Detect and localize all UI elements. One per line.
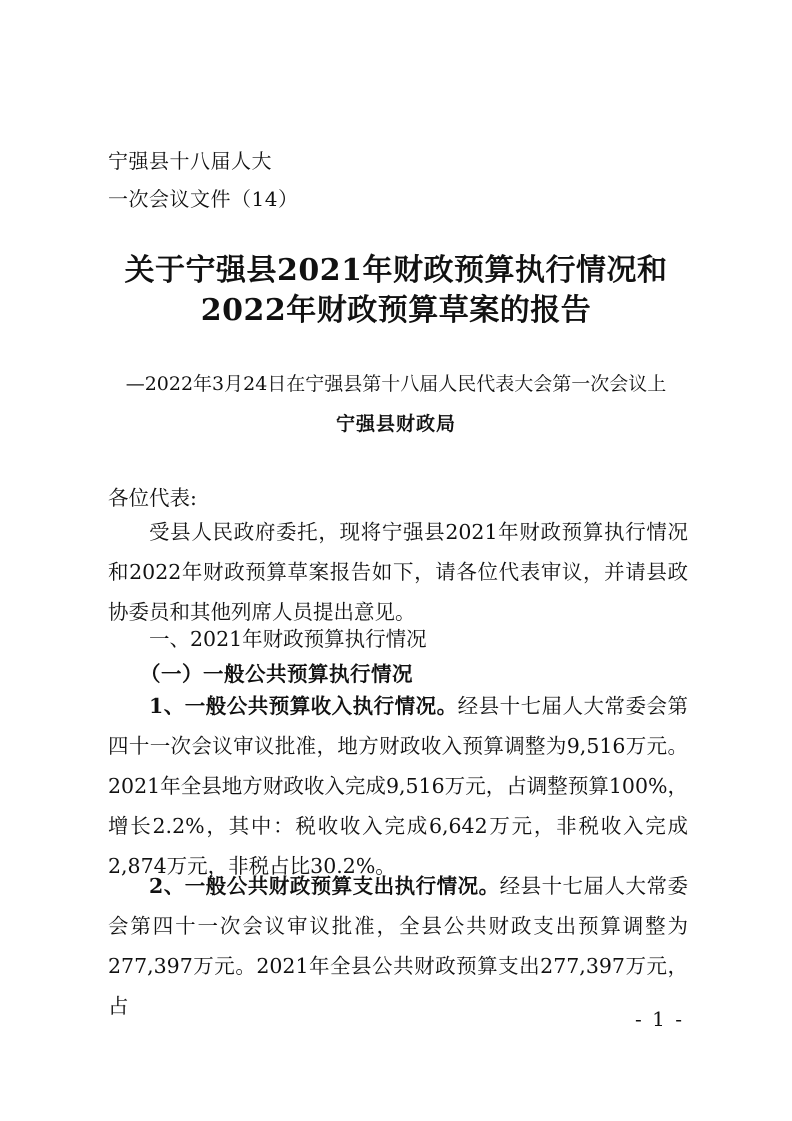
revenue-paragraph-text: 经县十七届人大常委会第四十一次会议审议批准，地方财政收入预算调整为9,516万元。2021年全县地方财政收入完成9,516万元，占调整预算100%，增长2.2%，其中：税收收入完成6,642万元，非税收入完成2,874万元，非税占比30.2%。 [108,694,689,878]
issuing-department: 宁强县财政局 [335,413,456,435]
page-number: - 1 - [635,1007,684,1031]
section-heading: 一、2021年财政预算执行情况 [149,627,427,651]
intro-paragraph: 受县人民政府委托，现将宁强县2021年财政预算执行情况和2022年财政预算草案报告如下，请各位代表审议，并请县政协委员和其他列席人员提出意见。 [108,520,688,624]
expenditure-paragraph-text: 经县十七届人大常委会第四十一次会议审议批准，全县公共财政支出预算调整为277,397万元。2021年全县公共财政预算支出277,397万元，占 [108,874,689,1018]
expenditure-paragraph [108,866,688,1026]
report-title-line1: 关于宁强县2021年财政预算执行情况和 [124,253,668,288]
report-title-line2: 2022年财政预算草案的报告 [200,293,592,328]
document-meta-line1: 宁强县十八届人大 [108,149,272,173]
expenditure-paragraph-lead: 2、一般公共财政预算支出执行情况。 [149,874,500,898]
salutation: 各位代表: [108,486,197,510]
revenue-paragraph [108,686,688,886]
document-meta-line2: 一次会议文件（14） [108,187,299,211]
report-subtitle: —2022年3月24日在宁强县第十八届人民代表大会第一次会议上 [125,373,667,395]
revenue-paragraph-lead: 1、一般公共预算收入执行情况。 [149,694,458,718]
subsection-heading: （一）一般公共预算执行情况 [140,662,413,686]
